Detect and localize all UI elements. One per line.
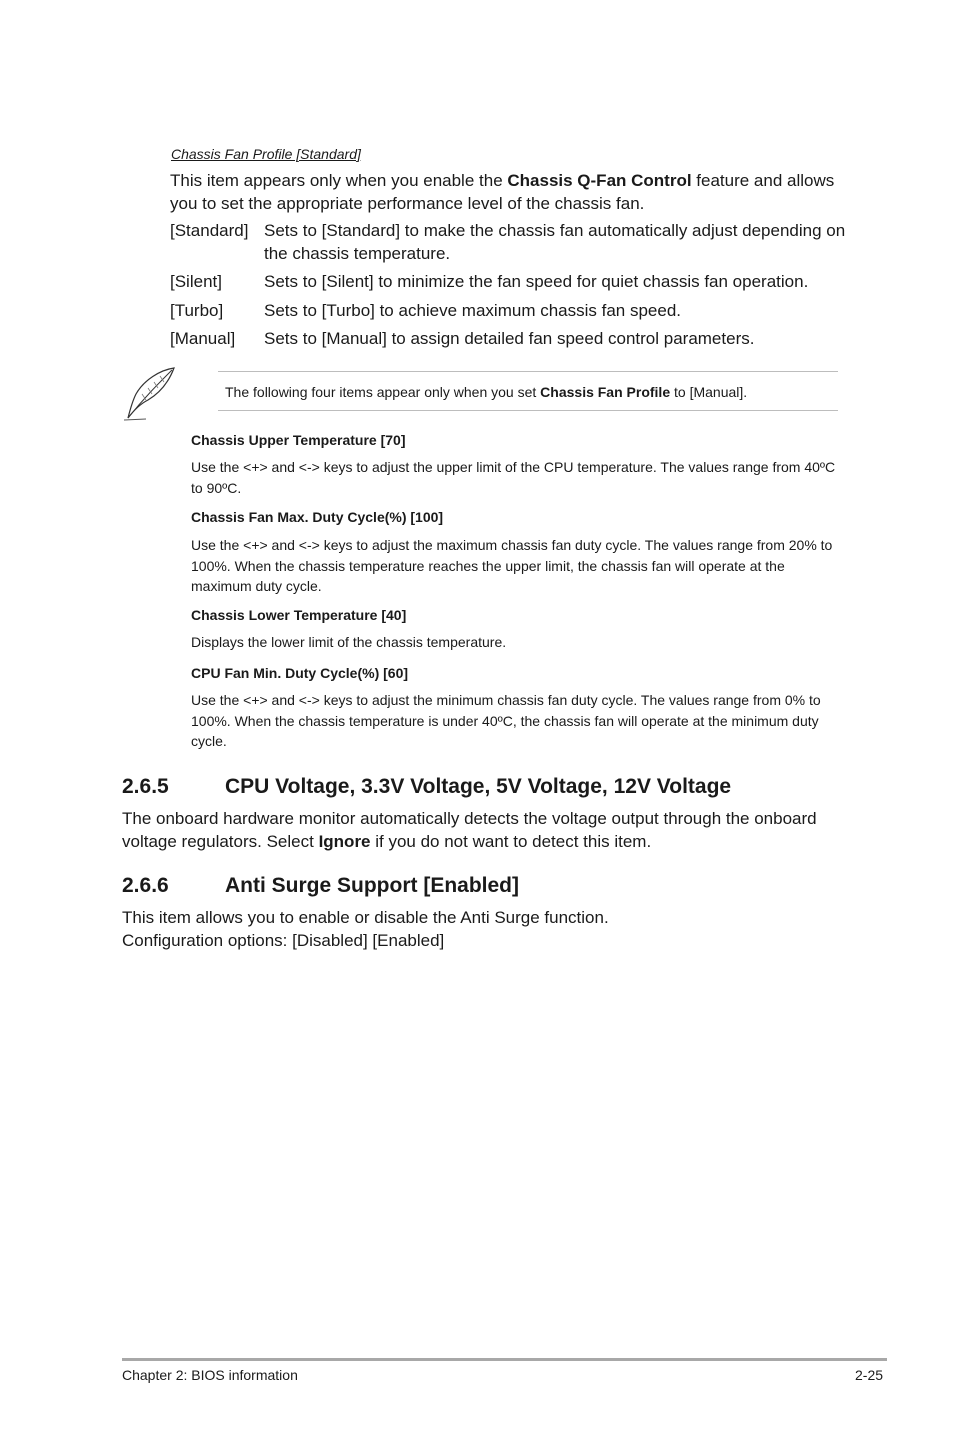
- option-desc-turbo: Sets to [Turbo] to achieve maximum chassis fan speed.: [264, 301, 682, 320]
- note-top-rule: [218, 371, 838, 372]
- option-key-silent: [Silent]: [170, 272, 222, 291]
- section-266-title: Anti Surge Support [Enabled]: [225, 874, 519, 897]
- option-key-standard: [Standard]: [170, 221, 249, 240]
- option-desc-silent: Sets to [Silent] to minimize the fan speed for quiet chassis fan operation.: [264, 272, 809, 291]
- intro-text-c: feature and allows you to set the appropriate performance level of the chassis fan.: [170, 171, 835, 213]
- item-title-max-duty: Chassis Fan Max. Duty Cycle(%) [100]: [191, 509, 444, 525]
- option-key-manual: [Manual]: [170, 329, 236, 348]
- note-bottom-rule: [218, 410, 838, 411]
- feather-note-icon: [120, 364, 180, 424]
- footer-chapter: Chapter 2: BIOS information: [122, 1367, 298, 1383]
- section-265-bold: Ignore: [318, 832, 371, 851]
- intro-text-a: This item appears only when you enable the: [170, 171, 508, 190]
- intro-bold: Chassis Q-Fan Control: [507, 171, 692, 190]
- item-desc-max-duty: Use the <+> and <-> keys to adjust the maximum chassis fan duty cycle. The values range from 20% to 100%. When the chassis temperature reaches the upper limit, the chassis fan will operate at the maximum duty cycle.: [191, 537, 833, 594]
- item-desc-min-duty: Use the <+> and <-> keys to adjust the minimum chassis fan duty cycle. The values range from 0% to 100%. When the chassis temperature is under 40ºC, the chassis fan will operate at the minimum duty cycle.: [191, 692, 821, 749]
- note-bold: Chassis Fan Profile: [540, 384, 671, 400]
- footer-page-number: 2-25: [855, 1367, 884, 1383]
- intro-paragraph: [170, 169, 850, 215]
- item-title-min-duty: CPU Fan Min. Duty Cycle(%) [60]: [191, 665, 409, 681]
- section-265-text-a: The onboard hardware monitor automatically detects the voltage output through the onboard voltage regulators. Select: [122, 809, 817, 851]
- option-desc-standard: Sets to [Standard] to make the chassis fan automatically adjust depending on the chassis temperature.: [264, 221, 846, 263]
- note-text-c: to [Manual].: [670, 384, 748, 400]
- item-title-upper-temp: Chassis Upper Temperature [70]: [191, 432, 406, 448]
- section-265-number: 2.6.5: [122, 775, 169, 798]
- subsection-title: Chassis Fan Profile [Standard]: [171, 146, 361, 162]
- section-265-title: CPU Voltage, 3.3V Voltage, 5V Voltage, 12V Voltage: [225, 775, 732, 798]
- footer-rule: [122, 1358, 887, 1361]
- note-text-a: The following four items appear only when you set: [225, 384, 541, 400]
- item-desc-lower-temp: Displays the lower limit of the chassis temperature.: [191, 634, 507, 650]
- section-266-line1: This item allows you to enable or disable the Anti Surge function.: [122, 908, 609, 927]
- item-title-lower-temp: Chassis Lower Temperature [40]: [191, 607, 407, 623]
- section-266-number: 2.6.6: [122, 874, 169, 897]
- option-desc-manual: Sets to [Manual] to assign detailed fan speed control parameters.: [264, 329, 755, 348]
- option-key-turbo: [Turbo]: [170, 301, 224, 320]
- section-266-line2: Configuration options: [Disabled] [Enabled]: [122, 931, 445, 950]
- item-desc-upper-temp: Use the <+> and <-> keys to adjust the upper limit of the CPU temperature. The values range from 40ºC to 90ºC.: [191, 459, 836, 496]
- section-265-text-c: if you do not want to detect this item.: [370, 832, 652, 851]
- note-text: [225, 382, 747, 402]
- section-265-body: [122, 807, 842, 853]
